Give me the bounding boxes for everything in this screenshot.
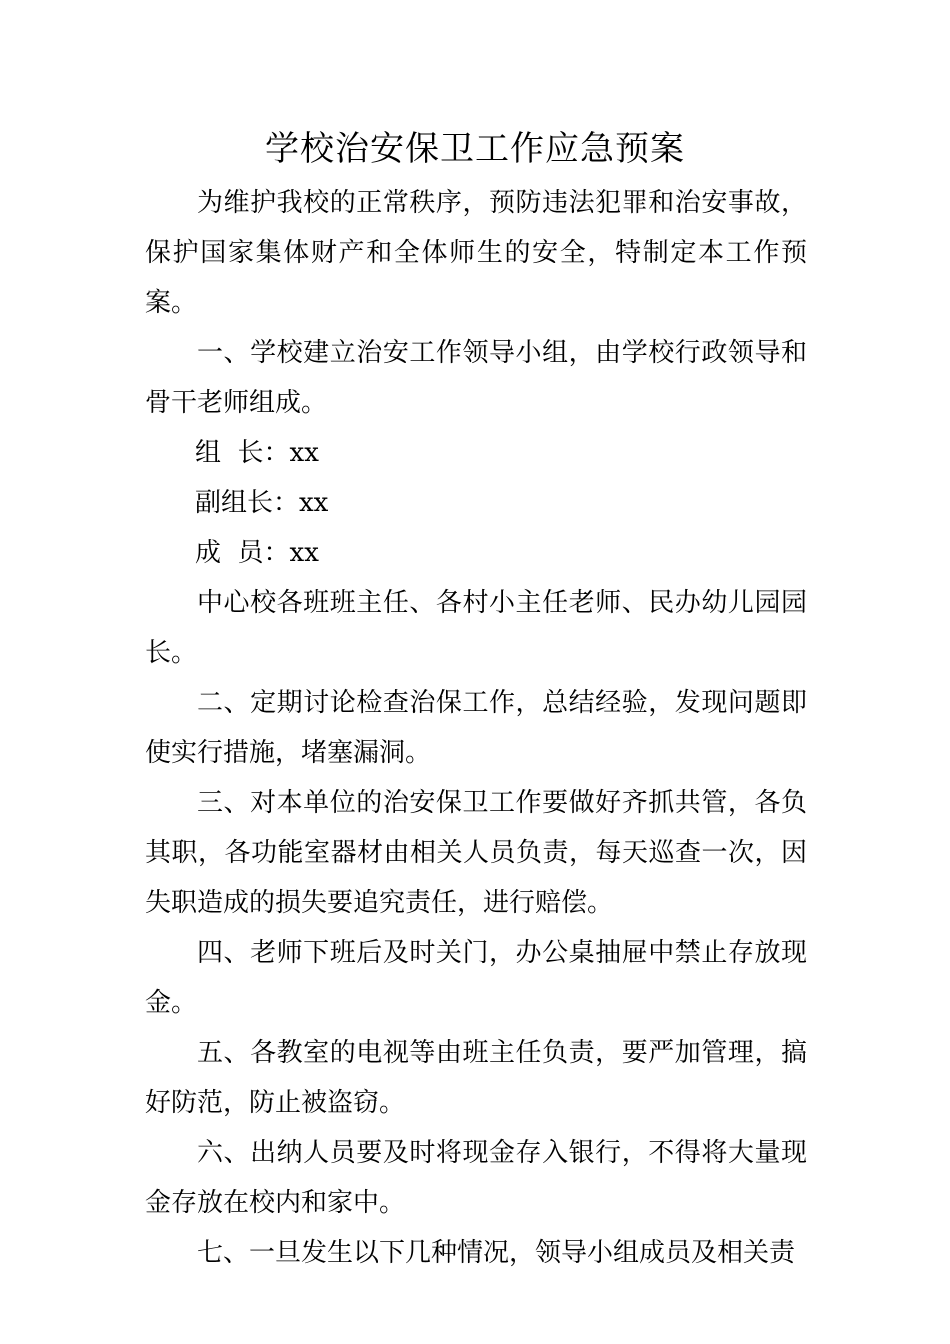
intro-paragraph: 为维护我校的正常秩序，预防违法犯罪和治安事故，保护国家集体财产和全体师生的安全，特制定本工作预案。 xyxy=(145,188,807,318)
document-body xyxy=(145,178,807,1278)
section-five-paragraph: 五、各教室的电视等由班主任负责，要严加管理，搞好防范，防止被盗窃。 xyxy=(145,1038,807,1118)
section-four-paragraph: 四、老师下班后及时关门，办公桌抽屉中禁止存放现金。 xyxy=(145,938,807,1018)
section-two-paragraph: 二、定期讨论检查治保工作，总结经验，发现问题即使实行措施，堵塞漏洞。 xyxy=(145,688,807,768)
section-six-paragraph: 六、出纳人员要及时将现金存入银行，不得将大量现金存放在校内和家中。 xyxy=(145,1138,807,1218)
document-title: 学校治安保卫工作应急预案 xyxy=(265,129,685,169)
roster-leader: 组 长：xx xyxy=(195,438,319,468)
roster-deputy-leader: 副组长：xx xyxy=(195,488,329,518)
section-one-paragraph: 一、学校建立治安工作领导小组，由学校行政领导和骨干老师组成。 xyxy=(145,338,807,418)
section-three-paragraph: 三、对本单位的治安保卫工作要做好齐抓共管，各负其职，各功能室器材由相关人员负责，每天巡查一次，因失职造成的损失要追究责任，进行赔偿。 xyxy=(145,788,807,918)
section-seven-paragraph: 七、一旦发生以下几种情况，领导小组成员及相关责 xyxy=(197,1238,796,1268)
members-note-paragraph: 中心校各班班主任、各村小主任老师、民办幼儿园园长。 xyxy=(145,588,807,668)
roster-members: 成 员：xx xyxy=(195,538,319,568)
